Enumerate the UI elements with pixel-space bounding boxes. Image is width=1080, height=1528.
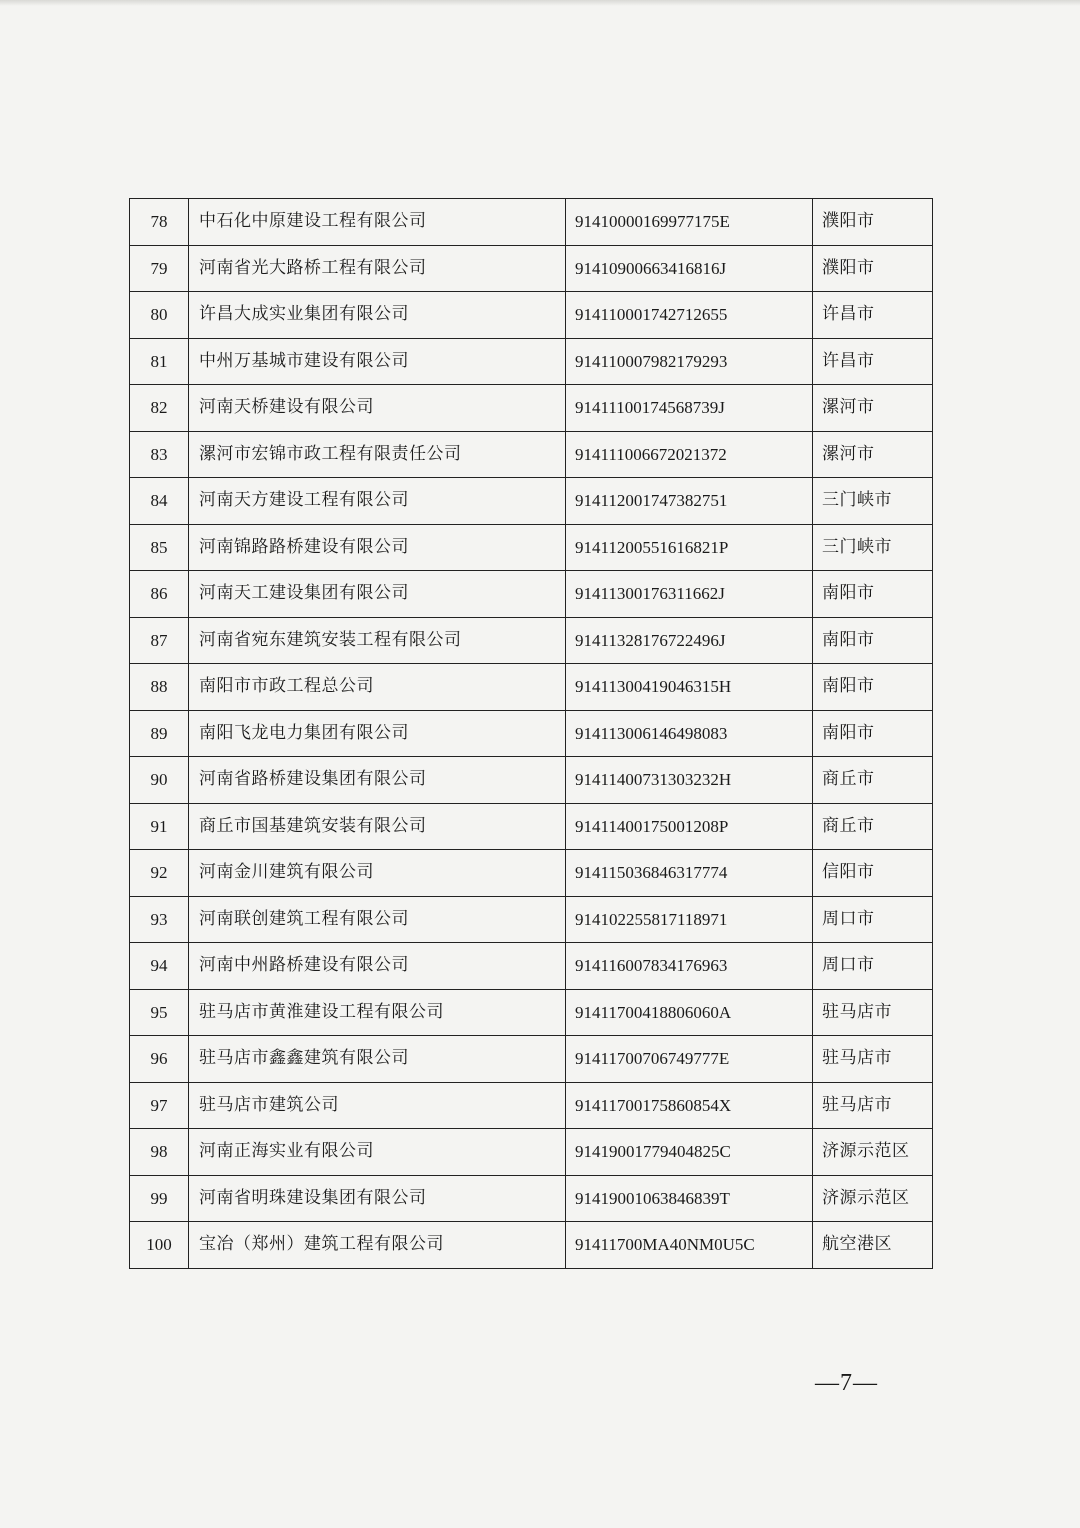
company-name: 河南天桥建设有限公司 (189, 385, 566, 432)
city-name: 济源示范区 (813, 1129, 933, 1176)
table-row (130, 757, 933, 804)
row-number: 95 (130, 989, 189, 1036)
table-row (130, 478, 933, 525)
row-number: 81 (130, 338, 189, 385)
table-row (130, 1222, 933, 1269)
company-name: 河南省宛东建筑安装工程有限公司 (189, 617, 566, 664)
row-number: 87 (130, 617, 189, 664)
city-name: 许昌市 (813, 292, 933, 339)
row-number: 98 (130, 1129, 189, 1176)
table-row (130, 896, 933, 943)
table-row (130, 199, 933, 246)
row-number: 89 (130, 710, 189, 757)
company-name: 河南省光大路桥工程有限公司 (189, 245, 566, 292)
table-row (130, 385, 933, 432)
row-number: 88 (130, 664, 189, 711)
company-name: 漯河市宏锦市政工程有限责任公司 (189, 431, 566, 478)
credit-code: 91411700MA40NM0U5C (566, 1222, 813, 1269)
credit-code: 914112001747382751 (566, 478, 813, 525)
row-number: 80 (130, 292, 189, 339)
company-name: 驻马店市建筑公司 (189, 1082, 566, 1129)
city-name: 许昌市 (813, 338, 933, 385)
credit-code: 91419001779404825C (566, 1129, 813, 1176)
row-number: 82 (130, 385, 189, 432)
table-row (130, 245, 933, 292)
row-number: 93 (130, 896, 189, 943)
company-name: 驻马店市鑫鑫建筑有限公司 (189, 1036, 566, 1083)
table-row (130, 1082, 933, 1129)
company-name: 河南金川建筑有限公司 (189, 850, 566, 897)
city-name: 信阳市 (813, 850, 933, 897)
table-row (130, 1129, 933, 1176)
page-edge (0, 0, 1080, 6)
table-row (130, 292, 933, 339)
credit-code: 91411328176722496J (566, 617, 813, 664)
city-name: 济源示范区 (813, 1175, 933, 1222)
city-name: 驻马店市 (813, 1036, 933, 1083)
row-number: 86 (130, 571, 189, 618)
credit-code: 91410000169977175E (566, 199, 813, 246)
row-number: 90 (130, 757, 189, 804)
city-name: 商丘市 (813, 757, 933, 804)
company-name: 宝冶（郑州）建筑工程有限公司 (189, 1222, 566, 1269)
table-row (130, 431, 933, 478)
city-name: 驻马店市 (813, 1082, 933, 1129)
credit-code: 914111006672021372 (566, 431, 813, 478)
city-name: 航空港区 (813, 1222, 933, 1269)
company-name: 商丘市国基建筑安装有限公司 (189, 803, 566, 850)
credit-code: 91419001063846839T (566, 1175, 813, 1222)
company-name: 河南省明珠建设集团有限公司 (189, 1175, 566, 1222)
credit-code: 914110001742712655 (566, 292, 813, 339)
table-row (130, 617, 933, 664)
company-name: 河南天工建设集团有限公司 (189, 571, 566, 618)
city-name: 南阳市 (813, 617, 933, 664)
company-name: 河南省路桥建设集团有限公司 (189, 757, 566, 804)
row-number: 92 (130, 850, 189, 897)
company-name: 河南中州路桥建设有限公司 (189, 943, 566, 990)
row-number: 99 (130, 1175, 189, 1222)
table-row (130, 1175, 933, 1222)
table-row (130, 571, 933, 618)
company-name: 驻马店市黄淮建设工程有限公司 (189, 989, 566, 1036)
credit-code: 914110007982179293 (566, 338, 813, 385)
company-name: 许昌大成实业集团有限公司 (189, 292, 566, 339)
table-row (130, 943, 933, 990)
city-name: 濮阳市 (813, 199, 933, 246)
city-name: 漯河市 (813, 385, 933, 432)
city-name: 三门峡市 (813, 524, 933, 571)
table-row (130, 710, 933, 757)
row-number: 84 (130, 478, 189, 525)
company-name: 南阳飞龙电力集团有限公司 (189, 710, 566, 757)
company-name: 河南锦路路桥建设有限公司 (189, 524, 566, 571)
credit-code: 91411400175001208P (566, 803, 813, 850)
credit-code: 914115036846317774 (566, 850, 813, 897)
company-name: 河南正海实业有限公司 (189, 1129, 566, 1176)
row-number: 85 (130, 524, 189, 571)
row-number: 83 (130, 431, 189, 478)
row-number: 78 (130, 199, 189, 246)
table-row (130, 338, 933, 385)
credit-code: 91411300419046315H (566, 664, 813, 711)
credit-code: 91411100174568739J (566, 385, 813, 432)
company-name: 南阳市市政工程总公司 (189, 664, 566, 711)
city-name: 驻马店市 (813, 989, 933, 1036)
city-name: 漯河市 (813, 431, 933, 478)
credit-code: 91411700706749777E (566, 1036, 813, 1083)
company-name: 河南联创建筑工程有限公司 (189, 896, 566, 943)
city-name: 南阳市 (813, 571, 933, 618)
city-name: 周口市 (813, 896, 933, 943)
company-name: 中石化中原建设工程有限公司 (189, 199, 566, 246)
row-number: 97 (130, 1082, 189, 1129)
city-name: 三门峡市 (813, 478, 933, 525)
credit-code: 91411300176311662J (566, 571, 813, 618)
credit-code: 914113006146498083 (566, 710, 813, 757)
city-name: 南阳市 (813, 710, 933, 757)
page-number: —7— (815, 1370, 878, 1396)
city-name: 商丘市 (813, 803, 933, 850)
credit-code: 91411700418806060A (566, 989, 813, 1036)
row-number: 79 (130, 245, 189, 292)
table-row (130, 664, 933, 711)
city-name: 濮阳市 (813, 245, 933, 292)
credit-code: 91411700175860854X (566, 1082, 813, 1129)
credit-code: 91410900663416816J (566, 245, 813, 292)
company-name: 中州万基城市建设有限公司 (189, 338, 566, 385)
city-name: 周口市 (813, 943, 933, 990)
company-name: 河南天方建设工程有限公司 (189, 478, 566, 525)
credit-code: 91411200551616821P (566, 524, 813, 571)
credit-code: 914116007834176963 (566, 943, 813, 990)
credit-code: 91411400731303232H (566, 757, 813, 804)
row-number: 100 (130, 1222, 189, 1269)
company-table-container (129, 198, 933, 1269)
table-row (130, 524, 933, 571)
table-row (130, 1036, 933, 1083)
company-table (129, 198, 933, 1269)
table-row (130, 989, 933, 1036)
table-row (130, 850, 933, 897)
company-table-body (130, 199, 933, 1269)
credit-code: 914102255817118971 (566, 896, 813, 943)
row-number: 94 (130, 943, 189, 990)
row-number: 96 (130, 1036, 189, 1083)
table-row (130, 803, 933, 850)
row-number: 91 (130, 803, 189, 850)
city-name: 南阳市 (813, 664, 933, 711)
